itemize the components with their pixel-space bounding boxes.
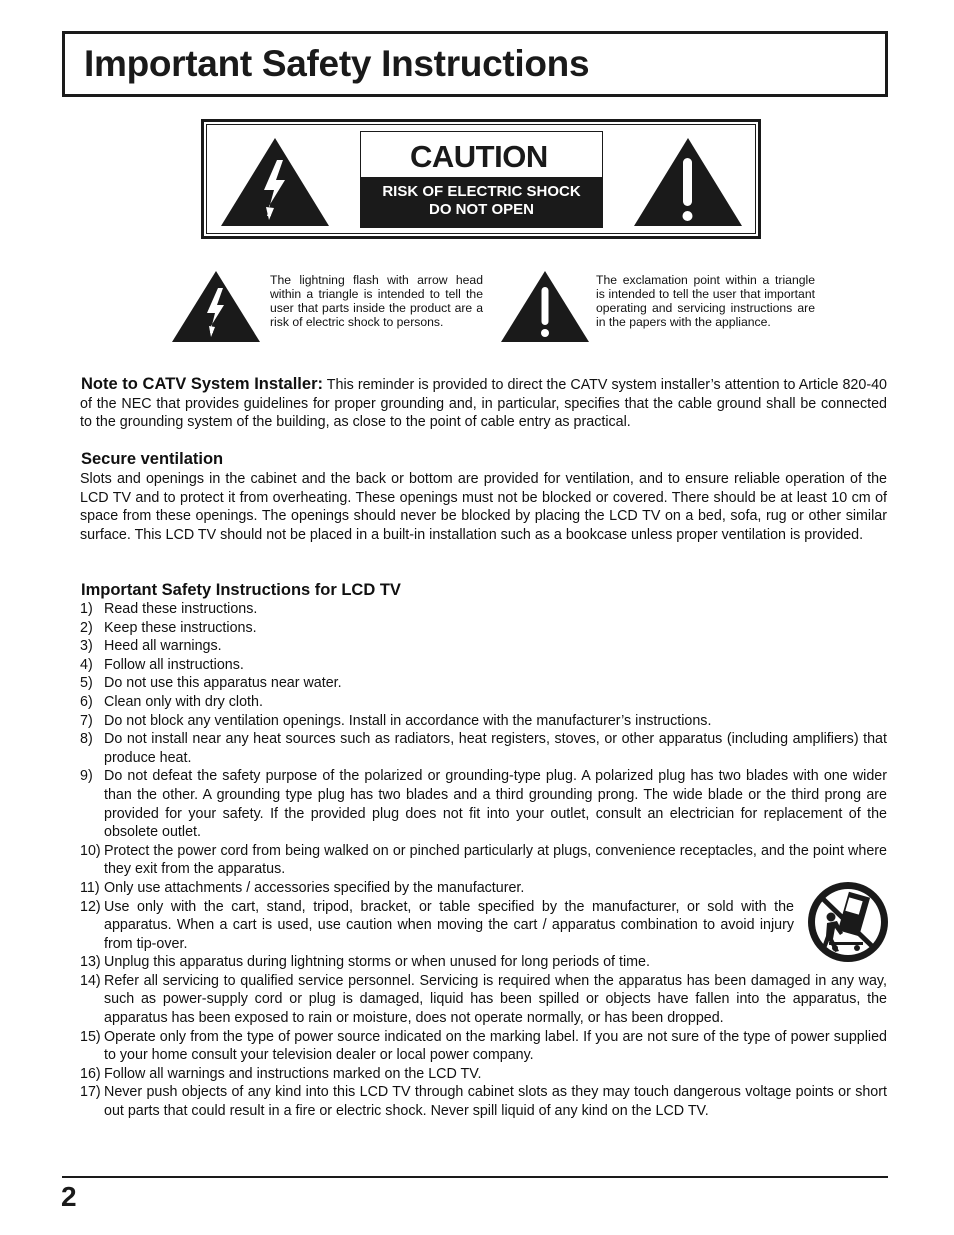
item-text: Follow all warnings and instructions marked on the LCD TV. <box>104 1065 482 1082</box>
item-text: Operate only from the type of power source indicated on the marking label. If you are not sure of the type of power supplied to your home consult your television dealer or local power company. <box>104 1028 887 1064</box>
instructions-heading: Important Safety Instructions for LCD TV <box>81 581 401 599</box>
item-text: Do not use this apparatus near water. <box>104 675 342 692</box>
list-item <box>80 879 887 898</box>
catv-text: This reminder is provided to direct the CATV system installer’s attention to Article 820-40 of the NEC that provides guidelines for proper grounding and, in particular, specifies that the cable ground shall be connected to the grounding system of the building, as close to the point of cable entry as practical. <box>80 377 887 431</box>
lightning-legend-text-block <box>270 273 483 329</box>
item-number: 14) <box>80 972 101 989</box>
ventilation-heading: Secure ventilation <box>81 450 224 468</box>
list-item <box>80 730 887 767</box>
item-text: Read these instructions. <box>104 601 258 617</box>
caution-band-line-2: DO NOT OPEN <box>428 201 534 218</box>
item-number: 7) <box>80 712 93 729</box>
exclamation-legend-text: The exclamation point within a triangle is intended to tell the user that important operating and servicing instructions are in the papers with the appliance. <box>596 273 815 329</box>
item-number: 4) <box>80 656 93 673</box>
catv-note <box>80 375 887 432</box>
list-item <box>80 693 887 712</box>
item-number: 8) <box>80 731 93 748</box>
item-text: Only use attachments / accessories specified by the manufacturer. <box>104 879 525 896</box>
list-item <box>80 656 887 675</box>
instructions-list <box>80 600 887 1121</box>
ventilation-paragraph <box>80 470 887 544</box>
footer-rule <box>62 1176 888 1178</box>
item-text: Do not block any ventilation openings. Install in accordance with the manufacturer’s instructions. <box>104 712 712 729</box>
list-item <box>80 898 794 954</box>
item-text: Protect the power cord from being walked on or pinched particularly at plugs, convenience receptacles, and the point where they exit from the apparatus. <box>104 842 887 878</box>
item-number: 16) <box>80 1065 101 1082</box>
list-item <box>80 1028 887 1065</box>
item-text: Refer all servicing to qualified service personnel. Servicing is required when the apparatus has been damaged in any way, such as power-supply cord or plug is damaged, liquid has been spilled or objects have fallen into the apparatus, the apparatus has been exposed to rain or moisture, does not operate normally, or has been dropped. <box>104 972 887 1027</box>
item-text: Do not defeat the safety purpose of the polarized or grounding-type plug. A polarized plug has two blades with one wider than the other. A grounding type plug has two blades and a third grounding prong. The wide blade or the third prong are provided for your safety. If the provided plug does not fit into your outlet, consult an electrician for replacement of the obsolete outlet. <box>104 768 887 841</box>
item-text: Never push objects of any kind into this LCD TV through cabinet slots as they may touch dangerous voltage points or short out parts that could result in a fire or electric shock. Never spill liquid of any kind on the LCD TV. <box>104 1084 887 1120</box>
page-number: 2 <box>61 1181 77 1212</box>
item-text: Heed all warnings. <box>104 638 222 655</box>
exclamation-legend-text-block <box>596 273 815 329</box>
item-number: 5) <box>80 675 93 692</box>
item-number: 1) <box>80 601 93 617</box>
item-text: Use only with the cart, stand, tripod, bracket, or table specified by the manufacturer, or sold with the apparatus. When a cart is used, use caution when moving the cart / apparatus combination to avoid injury from tip-over. <box>104 898 794 952</box>
list-item <box>80 600 887 619</box>
item-text: Keep these instructions. <box>104 619 257 636</box>
item-number: 13) <box>80 954 101 971</box>
lightning-legend-icon <box>171 270 261 343</box>
list-item <box>80 674 887 693</box>
list-item <box>80 972 887 1028</box>
page-title: Important Safety Instructions <box>84 43 590 84</box>
list-item <box>80 1065 887 1084</box>
item-number: 9) <box>80 768 93 785</box>
item-number: 15) <box>80 1028 101 1045</box>
list-item <box>80 619 887 638</box>
exclamation-legend-icon <box>500 270 590 343</box>
lightning-legend-text: The lightning flash with arrow head within a triangle is intended to tell the user that parts inside the product are a risk of electric shock to persons. <box>270 273 483 329</box>
list-item <box>80 712 887 731</box>
title-box <box>62 31 888 97</box>
list-item <box>80 637 887 656</box>
item-text: Do not install near any heat sources such as radiators, heat registers, stoves, or other apparatus (including amplifiers) that produce heat. <box>104 731 887 766</box>
item-number: 3) <box>80 638 93 655</box>
list-item <box>80 767 887 841</box>
caution-word: CAUTION <box>410 139 548 174</box>
caution-band-line-1: RISK OF ELECTRIC SHOCK <box>382 183 581 200</box>
cart-tip-over-warning-icon <box>807 881 889 963</box>
list-item <box>80 953 887 972</box>
list-item <box>80 1083 887 1120</box>
item-text: Unplug this apparatus during lightning storms or when unused for long periods of time. <box>104 954 650 971</box>
item-number: 12) <box>80 898 101 915</box>
item-number: 2) <box>80 619 93 636</box>
list-item <box>80 842 887 879</box>
caution-band <box>361 177 602 227</box>
item-text: Clean only with dry cloth. <box>104 693 263 710</box>
caution-label-box <box>360 131 603 228</box>
catv-heading: Note to CATV System Installer: <box>81 375 323 393</box>
item-number: 10) <box>80 842 101 859</box>
item-number: 17) <box>80 1084 101 1101</box>
ventilation-text: Slots and openings in the cabinet and the back or bottom are provided for ventilation, and to ensure reliable operation of the LCD TV and to protect it from overheating. These openings must not be blocked or covered. There should be at least 10 cm of space from these openings. The openings should never be blocked by placing the LCD TV on a bed, sofa, rug or other similar surface. This LCD TV should not be placed in a built-in installation such as a bookcase unless proper ventilation is provided. <box>80 471 887 543</box>
item-number: 11) <box>80 879 100 896</box>
item-text: Follow all instructions. <box>104 656 244 673</box>
exclamation-warning-triangle-icon <box>632 136 744 228</box>
lightning-warning-triangle-icon <box>219 136 331 228</box>
caution-panel <box>201 119 761 239</box>
item-number: 6) <box>80 693 93 710</box>
